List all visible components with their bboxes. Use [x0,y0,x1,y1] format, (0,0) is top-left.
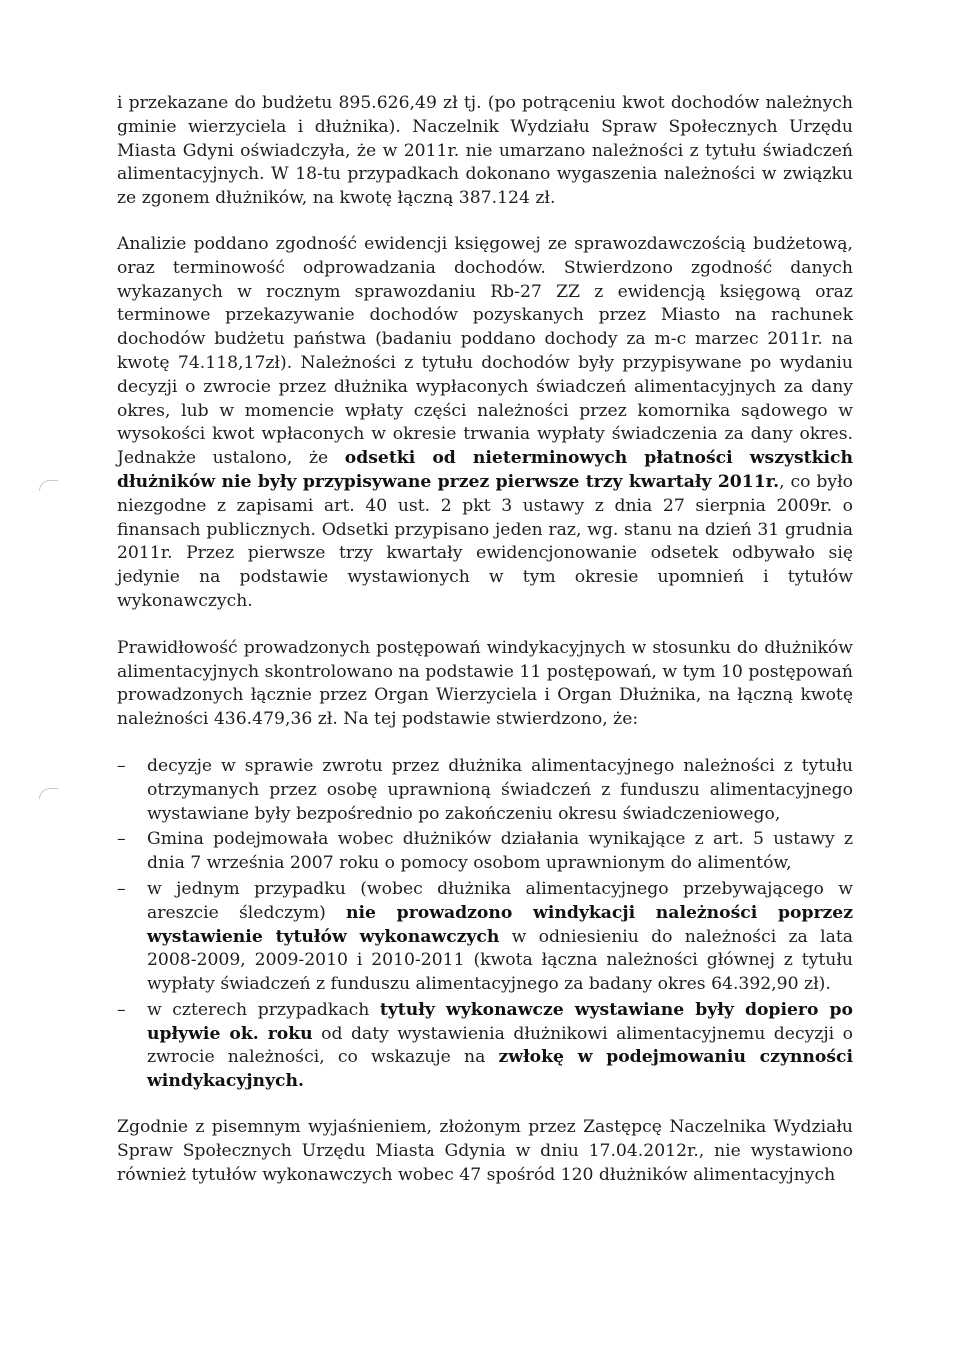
finding-bold: nie prowadzono windykacji należności poprzez wystawienie tytułów wykonawczych [147,902,853,947]
finding-item [117,828,853,876]
analysis-bold-finding: odsetki od nieterminowych płatności wszystkich dłużników nie były przypisywane przez pierwsze trzy kwartały 2011r. [117,448,853,492]
document-page [117,92,853,1210]
finding-text: decyzje w sprawie zwrotu przez dłużnika alimentacyjnego należności z tytułu otrzymanych przez osobę uprawnioną świadczeń z funduszu alimentacyjnego wystawiane były bezpośrednio po zakończeniu okresu świadczeniowego, [147,755,853,824]
paragraph-analysis [117,233,853,614]
finding-item [117,999,853,1094]
paragraph-budget: i przekazane do budżetu 895.626,49 zł tj. (po potrąceniu kwot dochodów należnych gminie wierzyciela i dłużnika). Naczelnik Wydziału Spraw Społecznych Urzędu Miasta Gdyni oświadczyła, że w 2011r. nie umarzano należności z tytułu świadczeń alimentacyjnych. W 18-tu przypadkach dokonano wygaszenia należności w związku ze zgonem dłużników, na kwotę łączną 387.124 zł. [117,93,853,209]
findings-list [117,755,853,1094]
finding-item [117,755,853,826]
finding-text-start: w jednym przypadku (wobec dłużnika alimentacyjnego przebywającego w areszcie śledczym) [147,878,853,923]
list-dash: – [117,999,126,1020]
finding-item [117,878,853,997]
finding-text: Gmina podejmowała wobec dłużników działania wynikające z art. 5 ustawy z dnia 7 września 2007 roku o pomocy osobom uprawnionym do alimentów, [147,829,853,874]
list-dash: – [117,755,126,776]
margin-mark-top [39,480,58,491]
finding-text-middle: od daty wystawienia dłużnikowi alimentacyjnemu decyzji o zwrocie należności, co wskazuje na [147,1023,853,1068]
analysis-text-start: Analizie poddano zgodność ewidencji księgowej ze sprawozdawczością budżetową, oraz terminowość odprowadzania dochodów. Stwierdzono zgodność danych wykazanych w rocznym sprawozdaniu Rb-27 ZZ z ewidencją księgową oraz terminowe przekazywanie dochodów pozyskanych przez Miasto na rachunek dochodów budżetu państwa (badaniu poddano dochody za m-c marzec 2011r. na kwotę 74.118,17zł). Należności z tytułu dochodów były przypisywane po wydaniu decyzji o zwrocie przez dłużnika wypłaconych świadczeń alimentacyjnych za dany okres, lub w momencie wpłaty części należności przez komornika sądowego w wysokości kwot wpłaconych w okresie trwania wypłaty świadczenia za dany okres. Jednakże ustalono, że [117,233,853,469]
paragraph-explanation: Zgodnie z pisemnym wyjaśnieniem, złożonym przez Zastępcę Naczelnika Wydziału Spraw Społecznych Urzędu Miasta Gdynia w dniu 17.04.2012r., nie wystawiono również tytułów wykonawczych wobec 47 spośród 120 dłużników alimentacyjnych [117,1117,853,1185]
list-dash: – [117,829,126,850]
analysis-text-end: , co było niezgodne z zapisami art. 40 ust. 2 pkt 3 ustawy z dnia 27 sierpnia 2009r. o finansach publicznych. Odsetki przypisano jeden raz, wg. stanu na dzień 31 grudnia 2011r. Przez pierwsze trzy kwartały ewidencjonowanie odsetek odbywało się jedynie na podstawie wystawionych w tym okresie upomnień i tytułów wykonawczych. [117,471,853,611]
finding-bold: zwłokę w podejmowaniu czynności windykacyjnych. [147,1047,853,1092]
list-dash: – [117,878,126,899]
finding-text-start: w czterech przypadkach [147,999,380,1020]
finding-bold: tytuły wykonawcze wystawiane były dopiero po upływie ok. roku [147,999,853,1044]
margin-mark-bottom [39,788,58,799]
paragraph-enforcement: Prawidłowość prowadzonych postępowań windykacyjnych w stosunku do dłużników alimentacyjnych skontrolowano na podstawie 11 postępowań, w tym 10 postępowań prowadzonych łącznie przez Organ Wierzyciela i Organ Dłużnika, na łączną kwotę należności 436.479,36 zł. Na tej podstawie stwierdzono, że: [117,637,853,730]
finding-text-end: w odniesieniu do należności za lata 2008-2009, 2009-2010 i 2010-2011 (kwota łączna należności głównej z tytułu wypłaty świadczeń z funduszu alimentacyjnego za badany okres 64.392,90 zł). [147,926,853,995]
